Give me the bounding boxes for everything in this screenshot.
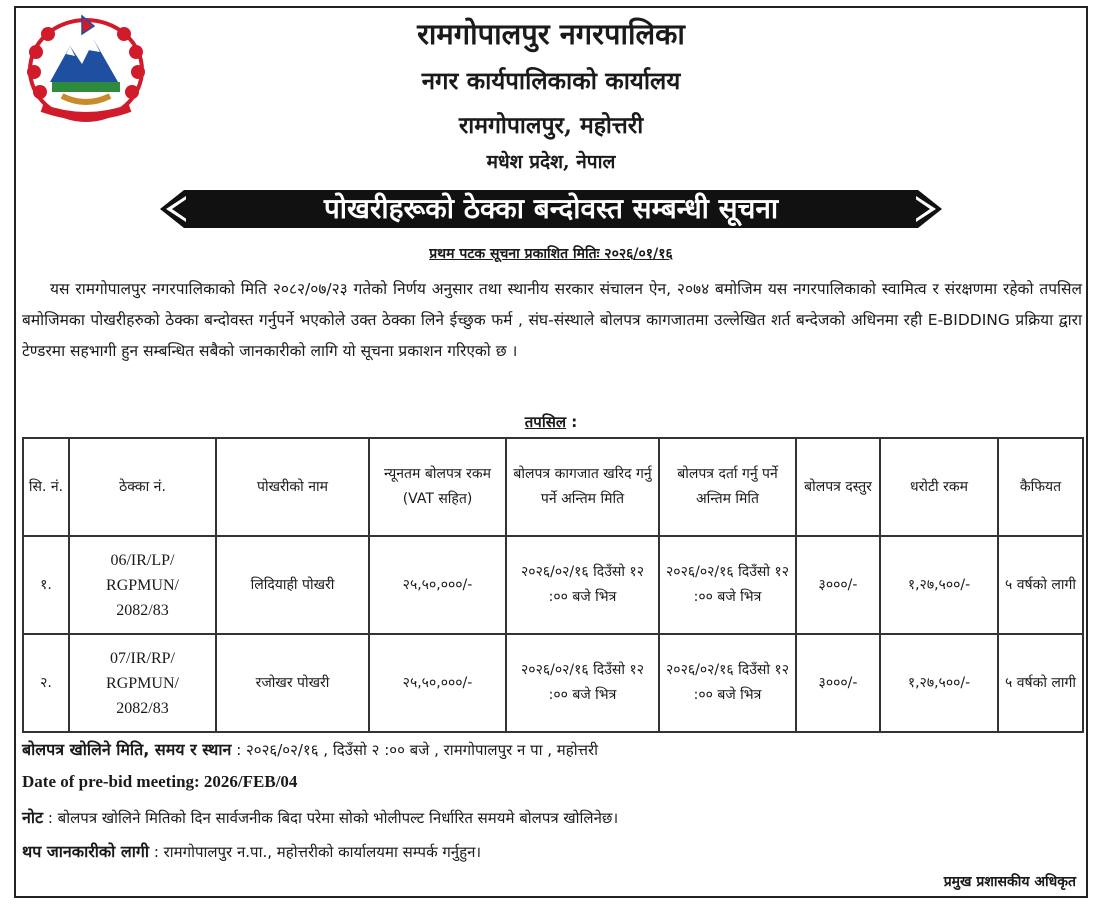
more-info-value: : रामगोपालपुर न.पा., महोत्तरीको कार्यालयमा सम्पर्क गर्नुहुन।: [149, 843, 482, 861]
col-min-amount: न्यूनतम बोलपत्र रकम (VAT सहित): [369, 438, 506, 536]
prebid-meeting: Date of pre-bid meeting: 2026/FEB/04: [22, 772, 298, 791]
cell-submit-deadline: २०२६/०२/१६ दिउँसो १२ :०० बजे भित्र: [659, 536, 796, 634]
notice-title: पोखरीहरूको ठेक्का बन्दोवस्त सम्बन्धी सूचना: [323, 192, 779, 225]
opening-value: : २०२६/०२/१६ , दिउँसो २ :०० बजे , रामगोपालपुर न पा , महोत्तरी: [231, 741, 599, 759]
cell-deposit: १,२७,५००/-: [880, 634, 998, 732]
tender-no-part: RGPMUN/: [106, 576, 179, 594]
office-name: नगर कार्यपालिकाको कार्यालय: [421, 66, 681, 95]
tender-no-part: 07/IR/RP/: [110, 649, 175, 667]
col-submit-deadline: बोलपत्र दर्ता गर्नु पर्ने अन्तिम मिति: [659, 438, 796, 536]
cell-pond-name: लिदियाही पोखरी: [216, 536, 369, 634]
office-location: रामगोपालपुर, महोत्तरी: [458, 112, 644, 139]
note-value: : बोलपत्र खोलिने मितिको दिन सार्वजनीक बिदा परेमा सोको भोलीपल्ट निर्धारित समयमे बोलपत्र खोलिनेछ।: [43, 809, 619, 827]
cell-purchase-deadline: २०२६/०२/१६ दिउँसो १२ :०० बजे भित्र: [506, 634, 659, 732]
nepal-emblem-icon: [22, 12, 150, 124]
schedule-caption: [451, 412, 651, 432]
tender-no-part: 2082/83: [116, 699, 169, 717]
more-info: [22, 840, 1082, 862]
cell-fee: ३०००/-: [796, 536, 880, 634]
cell-remarks: ५ वर्षको लागी: [998, 634, 1083, 732]
tender-no-part: 06/IR/LP/: [110, 551, 175, 569]
cell-tender-no: [69, 634, 216, 732]
notice-paragraph: यस रामगोपालपुर नगरपालिकाको मिति २०८२/०७/२३ गतेको निर्णय अनुसार तथा स्थानीय सरकार संचालन ऐन, २०७४ बमोजिम यस नगरपालिकाको स्वामित्व र संरक्षणमा रहेको तपसिल बमोजिमका पोखरीहरुको ठेक्का बन्दोवस्त गर्नुपर्ने भएकोले उक्त ठेक्का लिने ईच्छुक फर्म , संघ-संस्थाले बोलपत्र कागजातमा उल्लेखित शर्त बन्देजको अधिनमा रही E-BIDDING प्रक्रिया द्वारा टेण्डरमा सहभागी हुन सम्बन्धित सबैको जानकारीको लागि यो सूचना प्रकाशन गरिएको छ ।: [22, 280, 1082, 360]
cell-sn: २.: [23, 634, 69, 732]
col-sn: सि. नं.: [23, 438, 69, 536]
col-tender-no: ठेक्का नं.: [69, 438, 216, 536]
table-row: [23, 634, 1083, 732]
col-deposit: धरोटी रकम: [880, 438, 998, 536]
col-remarks: कैफियत: [998, 438, 1083, 536]
signatory-title: प्रमुख प्रशासकीय अधिकृत: [943, 874, 1076, 890]
tender-table: [22, 437, 1084, 733]
municipality-name: रामगोपालपुर नगरपालिका: [417, 17, 685, 51]
table-row: [23, 536, 1083, 634]
note: [22, 806, 1082, 828]
tender-no-part: 2082/83: [116, 601, 169, 619]
cell-min-amount: २५,५०,०००/-: [369, 634, 506, 732]
cell-remarks: ५ वर्षको लागी: [998, 536, 1083, 634]
opening-label: बोलपत्र खोलिने मिति, समय र स्थान: [22, 740, 232, 759]
cell-purchase-deadline: २०२६/०२/१६ दिउँसो १२ :०० बजे भित्र: [506, 536, 659, 634]
col-pond-name: पोखरीको नाम: [216, 438, 369, 536]
cell-deposit: १,२७,५००/-: [880, 536, 998, 634]
province-country: मधेश प्रदेश, नेपाल: [486, 151, 616, 173]
note-label: नोट: [22, 808, 44, 827]
more-info-label: थप जानकारीको लागी: [22, 842, 150, 861]
cell-submit-deadline: २०२६/०२/१६ दिउँसो १२ :०० बजे भित्र: [659, 634, 796, 732]
col-fee: बोलपत्र दस्तुर: [796, 438, 880, 536]
cell-tender-no: [69, 536, 216, 634]
publication-date: प्रथम पटक सूचना प्रकाशित मितिः २०२६/०१/१६: [429, 246, 673, 262]
opening-info: [22, 738, 1082, 760]
schedule-caption-colon: :: [566, 413, 578, 431]
col-purchase-deadline: बोलपत्र कागजात खरिद गर्नु पर्ने अन्तिम मिति: [506, 438, 659, 536]
cell-pond-name: रजोखर पोखरी: [216, 634, 369, 732]
cell-min-amount: २५,५०,०००/-: [369, 536, 506, 634]
cell-sn: १.: [23, 536, 69, 634]
cell-fee: ३०००/-: [796, 634, 880, 732]
schedule-caption-text: तपसिल: [524, 413, 567, 431]
tender-no-part: RGPMUN/: [106, 674, 179, 692]
table-header-row: [23, 438, 1083, 536]
